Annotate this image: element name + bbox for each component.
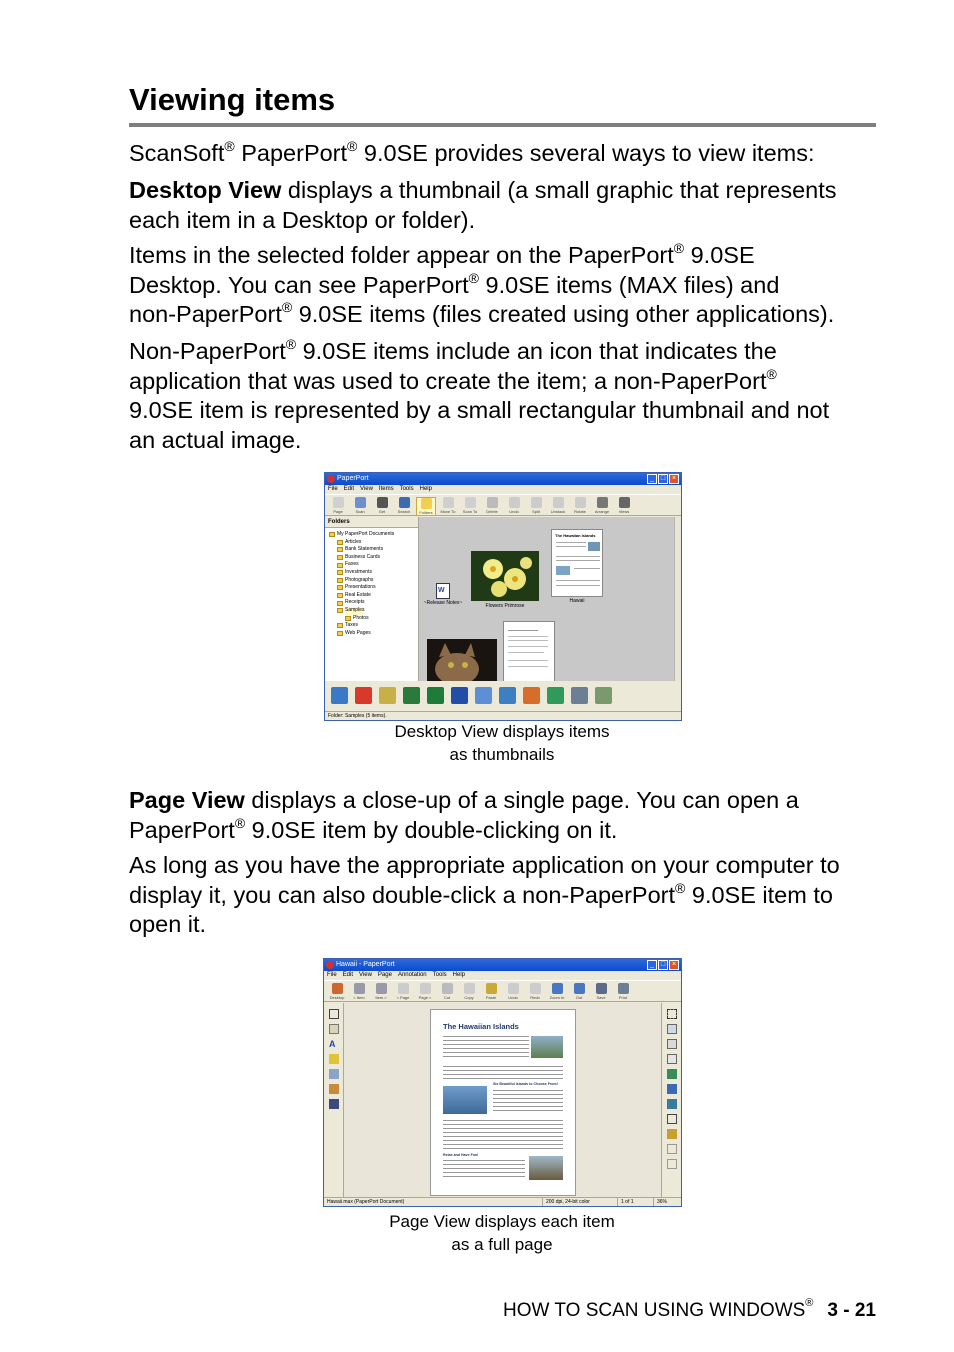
thumbnail-release-notes[interactable]: [423, 583, 463, 606]
paint-icon[interactable]: [379, 687, 396, 704]
thumbnail-label: ~Release Notes~: [423, 600, 463, 606]
tree-label: Photos: [353, 614, 369, 621]
printer-icon[interactable]: [571, 687, 588, 704]
hawaii-doc-thumb: [551, 529, 603, 597]
long-text-2: display it, you can also double-click a non-PaperPort: [129, 881, 676, 908]
reg-mark: ®: [766, 365, 777, 382]
app-logo-icon: [327, 475, 335, 483]
tb-label: Undo: [508, 995, 518, 1000]
save-icon: [596, 983, 607, 994]
folders-header: Folders: [325, 517, 418, 528]
tb-label: < Item: [353, 995, 365, 1000]
tb-label: Cut: [443, 995, 451, 1000]
tb-label: Views: [618, 509, 630, 514]
tb-label: Scan: [355, 509, 365, 514]
folder-icon: [337, 601, 343, 606]
tree-item[interactable]: [329, 561, 418, 569]
toolbar-arrange-button[interactable]: [592, 497, 612, 516]
tb-label: Desktop: [329, 995, 345, 1000]
tree-label: Bank Statements: [345, 546, 384, 553]
status-file: Hawaii.max (PaperPort Document): [327, 1199, 405, 1205]
menu-annotation[interactable]: Annotation: [397, 972, 427, 978]
tree-item[interactable]: [329, 630, 418, 638]
menu-tools[interactable]: Tools: [399, 486, 414, 492]
toolbar-cut-button[interactable]: [437, 983, 457, 1002]
tree-label: Samples: [345, 606, 365, 613]
tb-label: Move To: [440, 509, 456, 514]
toolbar-print-button[interactable]: [613, 983, 633, 1002]
items-text-6: 9.0SE items (files created using other applications).: [292, 301, 835, 327]
maximize-icon[interactable]: □: [658, 474, 668, 484]
tb-label: Undo: [509, 509, 519, 514]
menu-help[interactable]: Help: [452, 972, 465, 978]
minimize-icon[interactable]: _: [647, 960, 657, 970]
menu-page[interactable]: Page: [377, 972, 392, 978]
footer-section: HOW TO SCAN USING WINDOWS: [503, 1300, 806, 1321]
folder-icon: [421, 498, 432, 509]
items-text-2: 9.0SE: [684, 242, 755, 268]
toolbar-views-button[interactable]: [614, 497, 634, 516]
flowers-photo: [471, 551, 539, 601]
reg-mark: ®: [347, 138, 358, 154]
toolbar-undo-button[interactable]: [503, 983, 523, 1002]
page-icon: [333, 497, 344, 508]
folder-icon: [345, 616, 351, 621]
tb-label: Delete: [486, 509, 498, 514]
long-text-4: open it.: [129, 911, 207, 937]
tree-label: Presentations: [345, 584, 376, 591]
items-text-4: 9.0SE items (MAX files) and: [479, 271, 780, 298]
tree-label: Photographs: [345, 576, 374, 583]
send-to-bar: [325, 681, 681, 709]
tree-item[interactable]: [329, 592, 418, 600]
tree-label: Web Pages: [345, 629, 371, 636]
caption2-line1: Page View displays each item: [389, 1212, 615, 1231]
toolbar-redo-button[interactable]: [525, 983, 545, 1002]
tb-label: Paste: [485, 995, 497, 1000]
vertical-scrollbar[interactable]: [674, 517, 681, 684]
toolbar-delete-button[interactable]: [482, 497, 502, 516]
caption2-line2: as a full page: [451, 1235, 553, 1254]
stamp-icon[interactable]: [329, 1099, 339, 1109]
toolbar: [324, 980, 681, 1002]
nonpp-text-3: application that was used to create the item; a non-PaperPort: [129, 367, 767, 394]
toolbar-save-button[interactable]: [591, 983, 611, 1002]
tb-label: Arrange: [594, 509, 610, 514]
page-view-screenshot: [323, 958, 682, 1207]
toolbar-folders-button[interactable]: [416, 497, 436, 516]
folder-icon: [337, 623, 343, 628]
menubar: [325, 485, 681, 494]
doc-subtitle-1: Six Beautiful Islands to Choose From!: [493, 1082, 558, 1086]
reg-mark: ®: [673, 240, 685, 256]
tree-label: Taxes: [345, 622, 359, 629]
thumbnail-hawaii[interactable]: [549, 529, 605, 604]
page-tools-bar: [661, 1003, 681, 1197]
toolbar-moveto-button[interactable]: [438, 497, 458, 516]
tree-item[interactable]: [329, 607, 418, 615]
copy-icon: [464, 983, 475, 994]
grid-icon[interactable]: [667, 1159, 677, 1169]
reg-mark: ®: [281, 299, 293, 315]
long-text-1: As long as you have the appropriate application on your computer to: [129, 852, 840, 878]
tree-item[interactable]: [329, 546, 418, 554]
nonpp-text-2: 9.0SE items include an icon that indicates the: [296, 338, 777, 364]
maximize-icon[interactable]: □: [658, 960, 668, 970]
annotation-toolbar: [324, 1003, 344, 1197]
close-icon[interactable]: ×: [669, 474, 679, 484]
tb-label: Out: [575, 995, 583, 1000]
intro-paragraph: [129, 139, 879, 169]
views-icon: [619, 497, 630, 508]
desktop-view-term: Desktop View: [129, 177, 282, 203]
crop-icon[interactable]: [667, 1114, 677, 1124]
undo-icon: [508, 983, 519, 994]
page-footer: [503, 1297, 876, 1322]
menu-file[interactable]: File: [328, 486, 338, 492]
tb-label: Unstack: [550, 509, 566, 514]
menubar: [324, 971, 681, 980]
long-text-3: 9.0SE item to: [685, 881, 833, 908]
toolbar-scanto-button[interactable]: [460, 497, 480, 516]
items-text-3: Desktop. You can see PaperPort: [129, 271, 469, 298]
items-paragraph: [129, 241, 879, 330]
window-titlebar: [325, 473, 681, 485]
tb-label: Copy: [464, 995, 474, 1000]
tree-item[interactable]: [329, 569, 418, 577]
desktop-view-paragraph: [129, 176, 879, 235]
intro-text-c: 9.0SE provides several ways to view items:: [357, 140, 815, 166]
toolbar-next-item-button[interactable]: [371, 983, 391, 1002]
next-page-icon: [420, 983, 431, 994]
menu-tools[interactable]: Tools: [432, 972, 447, 978]
reg-mark: ®: [285, 336, 297, 352]
menu-items[interactable]: Items: [378, 486, 394, 492]
excel-icon[interactable]: [427, 687, 444, 704]
folders-pane: [325, 517, 419, 684]
tb-label: Rotate: [574, 509, 586, 514]
folder-icon: [337, 608, 343, 613]
toolbar-next-page-button[interactable]: [415, 983, 435, 1002]
tree-label: My PaperPort Documents: [337, 531, 395, 537]
pencil-icon[interactable]: [667, 1129, 677, 1139]
page-view-term: Page View: [129, 787, 245, 813]
tb-label: Scan To: [462, 509, 478, 514]
desktop-icon: [332, 983, 343, 994]
page-view-paragraph: [129, 786, 879, 845]
text-icon[interactable]: [499, 687, 516, 704]
status-bar: Folder: Samples (5 items).: [325, 711, 681, 721]
figure-caption-2: [352, 1210, 652, 1256]
menu-help[interactable]: Help: [419, 486, 432, 492]
tree-item[interactable]: [329, 622, 418, 630]
window-title: Hawaii - PaperPort: [336, 961, 395, 968]
move-to-icon: [443, 497, 454, 508]
toolbar-search-button[interactable]: [394, 497, 414, 516]
page-thumbnails-icon[interactable]: [667, 1024, 677, 1034]
select-arrow-icon[interactable]: [329, 1009, 339, 1019]
rotate-icon: [575, 497, 586, 508]
tree-item[interactable]: [329, 599, 418, 607]
double-click-paragraph: [129, 851, 879, 940]
tb-label: Page >: [418, 995, 432, 1000]
undo-icon: [509, 497, 520, 508]
caption1-line1: Desktop View displays items: [394, 722, 610, 741]
page-view-line2b: 9.0SE item by double-clicking on it.: [245, 816, 618, 843]
prev-item-icon: [354, 983, 365, 994]
search-icon: [399, 497, 410, 508]
ftp-icon[interactable]: [547, 687, 564, 704]
ppt-icon[interactable]: [523, 687, 540, 704]
print-icon: [618, 983, 629, 994]
toolbar-prev-page-button[interactable]: [393, 983, 413, 1002]
reg-mark: ®: [234, 814, 246, 831]
tb-label: Print: [618, 995, 628, 1000]
split-icon: [531, 497, 542, 508]
zoom-out-icon: [574, 983, 585, 994]
thumbnail-flowers[interactable]: [471, 551, 539, 609]
toolbar: [325, 494, 681, 516]
desktop-view-screenshot: [324, 472, 682, 721]
heading-rule: [129, 123, 876, 127]
thumbnail-label: Flowers Primrose: [485, 603, 525, 609]
nonpp-text-4: 9.0SE item is represented by a small rectangular thumbnail and not: [129, 397, 830, 423]
recycle-icon[interactable]: [595, 687, 612, 704]
tb-label: Split: [532, 509, 540, 514]
toolbar-prev-item-button[interactable]: [349, 983, 369, 1002]
unstack-icon: [553, 497, 564, 508]
menu-edit[interactable]: Edit: [343, 486, 355, 492]
document-thumbnail[interactable]: [503, 621, 555, 684]
toolbar-page-button[interactable]: [328, 497, 348, 516]
page-icon[interactable]: [667, 1039, 677, 1049]
eraser-icon[interactable]: [667, 1144, 677, 1154]
get-icon: [377, 497, 388, 508]
page-view-line1: displays a close-up of a single page. You can open a: [244, 787, 799, 813]
folder-icon: [337, 578, 343, 583]
menu-view[interactable]: View: [360, 486, 373, 492]
status-zoom: 36%: [653, 1198, 667, 1207]
toolbar-copy-button[interactable]: [459, 983, 479, 1002]
desktop-area: [419, 517, 681, 684]
folder-icon: [337, 593, 343, 598]
toolbar-zoom-out-button[interactable]: [569, 983, 589, 1002]
thumb-doc-title: The Hawaiian Islands: [555, 533, 596, 538]
reg-mark: ®: [805, 1297, 814, 1309]
select-area-icon[interactable]: [667, 1009, 677, 1019]
page-number: 3 - 21: [827, 1300, 876, 1321]
status-page: 1 of 1: [617, 1198, 653, 1207]
tb-label: < Page: [396, 995, 410, 1000]
tree-item[interactable]: [329, 531, 418, 539]
nonpp-text-5: an actual image.: [129, 426, 302, 453]
next-item-icon: [376, 983, 387, 994]
toolbar-paste-button[interactable]: [481, 983, 501, 1002]
thumbnail-label: Hawaii: [569, 598, 585, 604]
beach-photo: [531, 1036, 563, 1058]
folder-icon: [337, 570, 343, 575]
image-tools-icon[interactable]: [667, 1099, 677, 1109]
items-text-1: Items in the selected folder appear on the PaperPort: [129, 242, 674, 268]
folder-icon: [337, 631, 343, 636]
tree-item[interactable]: [329, 539, 418, 547]
tree-item[interactable]: [329, 584, 418, 592]
app-link-icon[interactable]: [331, 687, 348, 704]
close-icon[interactable]: ×: [669, 960, 679, 970]
zoom-in-icon: [552, 983, 563, 994]
non-paperport-paragraph: [129, 337, 879, 455]
word-icon[interactable]: [451, 687, 468, 704]
tree-label: Real Estate: [345, 591, 371, 598]
tb-label: Folders: [419, 510, 433, 515]
tb-label: Item >: [375, 995, 387, 1000]
tb-label: Get: [378, 509, 386, 514]
delete-icon: [487, 497, 498, 508]
tb-label: Zoom In: [549, 995, 565, 1000]
tree-label: Articles: [345, 538, 362, 545]
reg-mark: ®: [675, 879, 686, 896]
cat-photo-thumbnail[interactable]: [427, 639, 497, 685]
toolbar-unstack-button[interactable]: [548, 497, 568, 516]
window-title: PaperPort: [337, 475, 369, 482]
enhance-icon[interactable]: [667, 1069, 677, 1079]
scan-to-icon: [465, 497, 476, 508]
image-edit-icon[interactable]: [667, 1084, 677, 1094]
toolbar-split-button[interactable]: [526, 497, 546, 516]
toolbar-desktop-button[interactable]: [327, 983, 347, 1002]
nonpp-text-1: Non-PaperPort: [129, 338, 286, 364]
status-dpi: 200 dpi, 24-bit color: [542, 1198, 617, 1207]
tree-item[interactable]: [329, 554, 418, 562]
tree-label: Receipts: [345, 599, 365, 606]
paste-icon: [486, 983, 497, 994]
reg-mark: ®: [468, 269, 479, 286]
map-photo: [443, 1086, 487, 1114]
pdf-icon[interactable]: [355, 687, 372, 704]
toolbar-scan-button[interactable]: [350, 497, 370, 516]
cut-icon: [442, 983, 453, 994]
tree-item[interactable]: [329, 577, 418, 585]
app-logo-icon: [326, 961, 334, 969]
figure-caption-1: [352, 720, 652, 766]
tb-label: Search: [397, 509, 411, 514]
page-view-line2a: PaperPort: [129, 816, 235, 843]
folder-tree: [325, 528, 418, 637]
tb-label: Page: [333, 509, 343, 514]
freehand-icon[interactable]: [329, 1069, 339, 1079]
intro-text-b: PaperPort: [234, 140, 348, 166]
tree-label: Business Cards: [345, 553, 381, 560]
folder-icon: [337, 540, 343, 545]
folder-icon: [337, 547, 343, 552]
doc-subtitle-2: Relax and Have Fun!: [443, 1153, 479, 1157]
window-titlebar: [324, 959, 681, 971]
folder-icon: [329, 532, 335, 537]
items-text-5: non-PaperPort: [129, 301, 282, 327]
intro-text-a: ScanSoft: [129, 140, 225, 166]
text-tool-icon[interactable]: A: [329, 1039, 336, 1049]
highlighter-icon[interactable]: [329, 1054, 339, 1064]
page-area: [344, 1003, 662, 1197]
tb-label: Redo: [530, 995, 540, 1000]
tree-label: Faxes: [345, 561, 359, 568]
desktop-view-line2: each item in a Desktop or folder).: [129, 206, 476, 233]
text-box-icon[interactable]: [329, 1024, 339, 1034]
text-page-icon[interactable]: [667, 1054, 677, 1064]
menu-edit[interactable]: Edit: [342, 972, 354, 978]
folder-icon: [337, 555, 343, 560]
arrange-icon: [597, 497, 608, 508]
reg-mark: ®: [224, 138, 235, 154]
tree-label: Investments: [345, 568, 372, 575]
surfer-photo: [529, 1156, 563, 1180]
doc-title: The Hawaiian Islands: [443, 1022, 519, 1031]
menu-view[interactable]: View: [359, 972, 372, 978]
tree-item[interactable]: [329, 615, 418, 623]
prev-page-icon: [398, 983, 409, 994]
toolbar-zoom-in-button[interactable]: [547, 983, 567, 1002]
toolbar-undo-button[interactable]: [504, 497, 524, 516]
word-doc-icon: W: [436, 583, 450, 599]
folder-icon: [337, 563, 343, 568]
scan-icon: [355, 497, 366, 508]
redo-icon: [530, 983, 541, 994]
pen-icon[interactable]: [329, 1084, 339, 1094]
section-heading: Viewing items: [129, 82, 336, 117]
toolbar-get-button[interactable]: [372, 497, 392, 516]
minimize-icon[interactable]: _: [647, 474, 657, 484]
menu-file[interactable]: File: [327, 972, 337, 978]
desktop-view-line1: displays a thumbnail (a small graphic that represents: [281, 177, 837, 203]
graphics-icon[interactable]: [403, 687, 420, 704]
status-bar: [324, 1197, 681, 1207]
caption1-line2: as thumbnails: [449, 745, 555, 764]
folder-icon: [337, 585, 343, 590]
notepad-icon[interactable]: [475, 687, 492, 704]
tb-label: Save: [596, 995, 606, 1000]
toolbar-rotate-button[interactable]: [570, 497, 590, 516]
document-page-view: [430, 1009, 576, 1196]
